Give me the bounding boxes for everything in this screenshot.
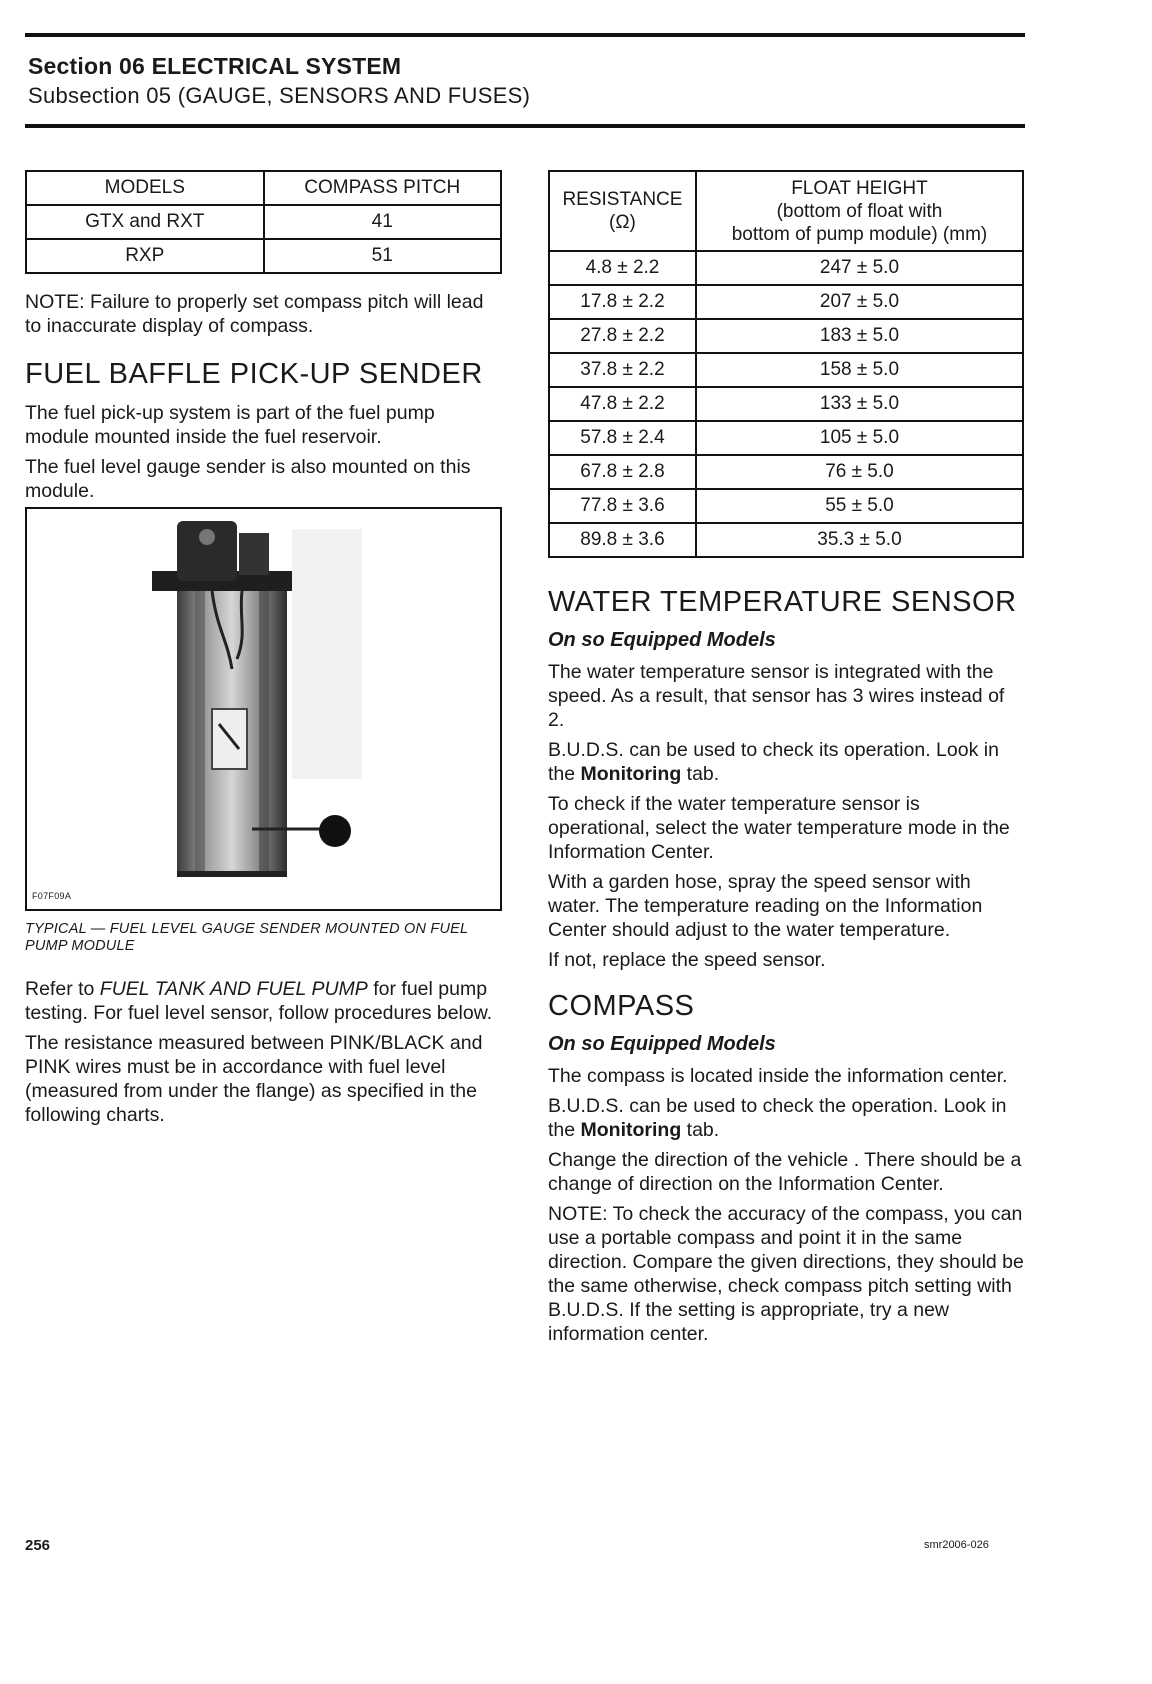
table-header-cell: [549, 171, 696, 251]
water-section-title: WATER TEMPERATURE SENSOR: [548, 586, 1017, 618]
table-cell: 17.8 ± 2.2: [549, 285, 696, 319]
text-run: B.U.D.S. can be used to check the operation. Look in the: [548, 1095, 1007, 1141]
paragraph: [25, 977, 502, 1025]
table-cell: 55 ± 5.0: [696, 489, 1023, 523]
left-column: [25, 170, 502, 1127]
compass-pitch-table: [25, 170, 502, 274]
table-cell: 51: [264, 239, 502, 273]
top-rule: [25, 33, 1025, 37]
page-number: 256: [25, 1537, 51, 1554]
text-run: for fuel pump testing. For fuel level sensor, follow procedures below.: [25, 978, 493, 1024]
compass-section-subtitle: On so Equipped Models: [548, 1033, 776, 1055]
paragraph: With a garden hose, spray the speed sensor with water. The temperature reading on the Information Center should adjust to the water temperature.: [548, 871, 983, 941]
paragraph: [548, 738, 1024, 786]
header-rule: [25, 124, 1025, 128]
table-cell: RXP: [26, 239, 264, 273]
text-run: B.U.D.S. can be used to check its operation. Look in the: [548, 739, 999, 785]
header-line: FLOAT HEIGHT: [791, 177, 928, 199]
paragraph: The resistance measured between PINK/BLACK and PINK wires must be in accordance with fuel level (measured from under the flange) as specified in the following charts.: [25, 1032, 483, 1126]
table-row: [549, 421, 1023, 455]
right-column: [548, 170, 1024, 1346]
table-row: [549, 387, 1023, 421]
table-cell: 76 ± 5.0: [696, 455, 1023, 489]
table-cell: 105 ± 5.0: [696, 421, 1023, 455]
monitoring-tab-ref: Monitoring: [580, 763, 682, 785]
header-line: bottom of pump module) (mm): [731, 223, 988, 245]
paragraph: The water temperature sensor is integrated with the speed. As a result, that sensor has 3 wires instead of 2.: [548, 661, 1005, 731]
compass-note: [25, 290, 502, 338]
text-run: Refer to: [25, 978, 100, 1000]
paragraph: Change the direction of the vehicle . There should be a change of direction on the Information Center.: [548, 1149, 1022, 1195]
monitoring-tab-ref: Monitoring: [580, 1119, 682, 1141]
table-cell: 89.8 ± 3.6: [549, 523, 696, 557]
figure-caption: TYPICAL — FUEL LEVEL GAUGE SENDER MOUNTED ON FUEL PUMP MODULE: [25, 921, 469, 954]
table-cell: 183 ± 5.0: [696, 319, 1023, 353]
compass-section-title: COMPASS: [548, 990, 695, 1022]
table-row: [549, 455, 1023, 489]
table-cell: 247 ± 5.0: [696, 251, 1023, 285]
table-cell: GTX and RXT: [26, 205, 264, 239]
figure-box: [25, 507, 502, 911]
table-cell: 35.3 ± 5.0: [696, 523, 1023, 557]
text-run: tab.: [681, 1119, 720, 1141]
table-row: [26, 205, 501, 239]
note-label: NOTE:: [548, 1203, 608, 1225]
header-line: (bottom of float with: [776, 200, 943, 222]
fuel-pump-module-illustration: [27, 509, 500, 909]
compass-note: [548, 1202, 1024, 1346]
table-cell: 67.8 ± 2.8: [549, 455, 696, 489]
note-text: To check the accuracy of the compass, you can use a portable compass and point it in the same direction. Compare the given directions, they should be the same otherwise, check compass pitch setting with B.U.D.S. If the setting is appropriate, try a new information center.: [548, 1203, 1024, 1345]
table-row: [549, 285, 1023, 319]
table-row: [549, 353, 1023, 387]
table-cell: 207 ± 5.0: [696, 285, 1023, 319]
note-text: Failure to properly set compass pitch will lead to inaccurate display of compass.: [25, 291, 484, 337]
paragraph: The compass is located inside the information center.: [548, 1065, 1008, 1087]
section-title: Section 06 ELECTRICAL SYSTEM: [28, 53, 402, 79]
paragraph: To check if the water temperature sensor is operational, select the water temperature mode in the Information Center.: [548, 793, 1010, 863]
table-header-cell: COMPASS PITCH: [264, 171, 502, 205]
table-cell: 77.8 ± 3.6: [549, 489, 696, 523]
table-cell: 57.8 ± 2.4: [549, 421, 696, 455]
table-cell: 27.8 ± 2.2: [549, 319, 696, 353]
paragraph: If not, replace the speed sensor.: [548, 949, 826, 971]
document-code: smr2006-026: [924, 1539, 989, 1551]
table-cell: 47.8 ± 2.2: [549, 387, 696, 421]
table-row: [549, 489, 1023, 523]
table-row: [549, 523, 1023, 557]
table-header-row: [549, 171, 1023, 251]
resistance-float-table: [548, 170, 1024, 558]
subsection-title: Subsection 05 (GAUGE, SENSORS AND FUSES): [28, 83, 531, 108]
paragraph: [548, 1094, 1024, 1142]
table-cell: 4.8 ± 2.2: [549, 251, 696, 285]
table-cell: 41: [264, 205, 502, 239]
paragraph: The fuel pick-up system is part of the fuel pump module mounted inside the fuel reservoir.: [25, 402, 435, 448]
water-section-subtitle: On so Equipped Models: [548, 629, 776, 651]
table-header-cell: MODELS: [26, 171, 264, 205]
text-run: tab.: [681, 763, 720, 785]
paragraph: The fuel level gauge sender is also mounted on this module.: [25, 456, 471, 502]
table-header-row: [26, 171, 501, 205]
cross-reference: FUEL TANK AND FUEL PUMP: [99, 978, 368, 1000]
table-row: [549, 319, 1023, 353]
fuel-section-title: FUEL BAFFLE PICK-UP SENDER: [25, 358, 483, 390]
table-cell: 158 ± 5.0: [696, 353, 1023, 387]
table-row: [26, 239, 501, 273]
table-row: [549, 251, 1023, 285]
table-cell: 37.8 ± 2.2: [549, 353, 696, 387]
figure-id: F07F09A: [32, 891, 72, 901]
header-line: RESISTANCE: [562, 189, 683, 210]
table-cell: 133 ± 5.0: [696, 387, 1023, 421]
table-header-cell: [696, 171, 1023, 251]
header-line: (Ω): [609, 212, 636, 233]
note-label: NOTE:: [25, 291, 85, 313]
